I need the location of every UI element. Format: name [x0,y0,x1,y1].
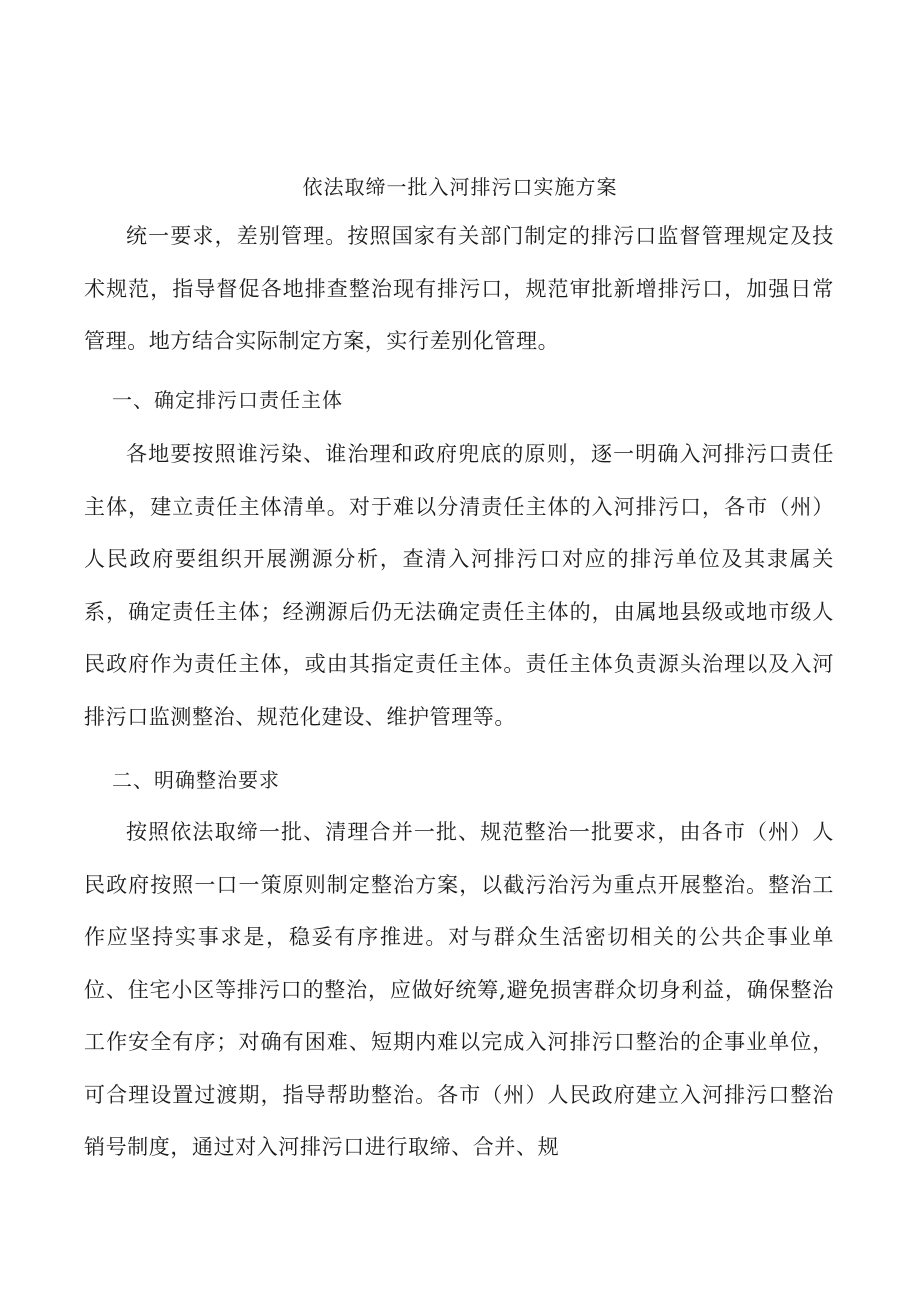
intro-paragraph: 统一要求，差别管理。按照国家有关部门制定的排污口监督管理规定及技术规范，指导督促各地排查整治现有排污口，规范审批新增排污口，加强日常管理。地方结合实际制定方案，实行差别化管理。 [84,224,834,353]
document-title: 依法取缔一批入河排污口实施方案 [302,175,618,199]
section-2-heading: 二、明确整治要求 [112,768,280,792]
intro-paragraph-block [84,210,834,368]
section-1-paragraph: 各地要按照谁污染、谁治理和政府兜底的原则，逐一明确入河排污口责任主体，建立责任主体清单。对于难以分清责任主体的入河排污口，各市（州）人民政府要组织开展溯源分析，查清入河排污口对应的排污单位及其隶属关系，确定责任主体；经溯源后仍无法确定责任主体的，由属地县级或地市级人民政府作为责任主体，或由其指定责任主体。责任主体负责源头治理以及入河排污口监测整治、规范化建设、维护管理等。 [84,442,834,729]
section-2-paragraph: 按照依法取缔一批、清理合并一批、规范整治一批要求，由各市（州）人民政府按照一口一策原则制定整治方案，以截污治污为重点开展整治。整治工作应坚持实事求是，稳妥有序推进。对与群众生活密切相关的公共企事业单位、住宅小区等排污口的整治，应做好统筹,避免损害群众切身利益，确保整治工作安全有序；对确有困难、短期内难以完成入河排污口整治的企事业单位，可合理设置过渡期，指导帮助整治。各市（州）人民政府建立入河排污口整治销号制度，通过对入河排污口进行取缔、合并、规 [84,820,834,1159]
section-1-heading: 一、确定排污口责任主体 [112,388,343,412]
section-2-body-block [84,806,834,1174]
section-1-body-block [84,428,834,743]
